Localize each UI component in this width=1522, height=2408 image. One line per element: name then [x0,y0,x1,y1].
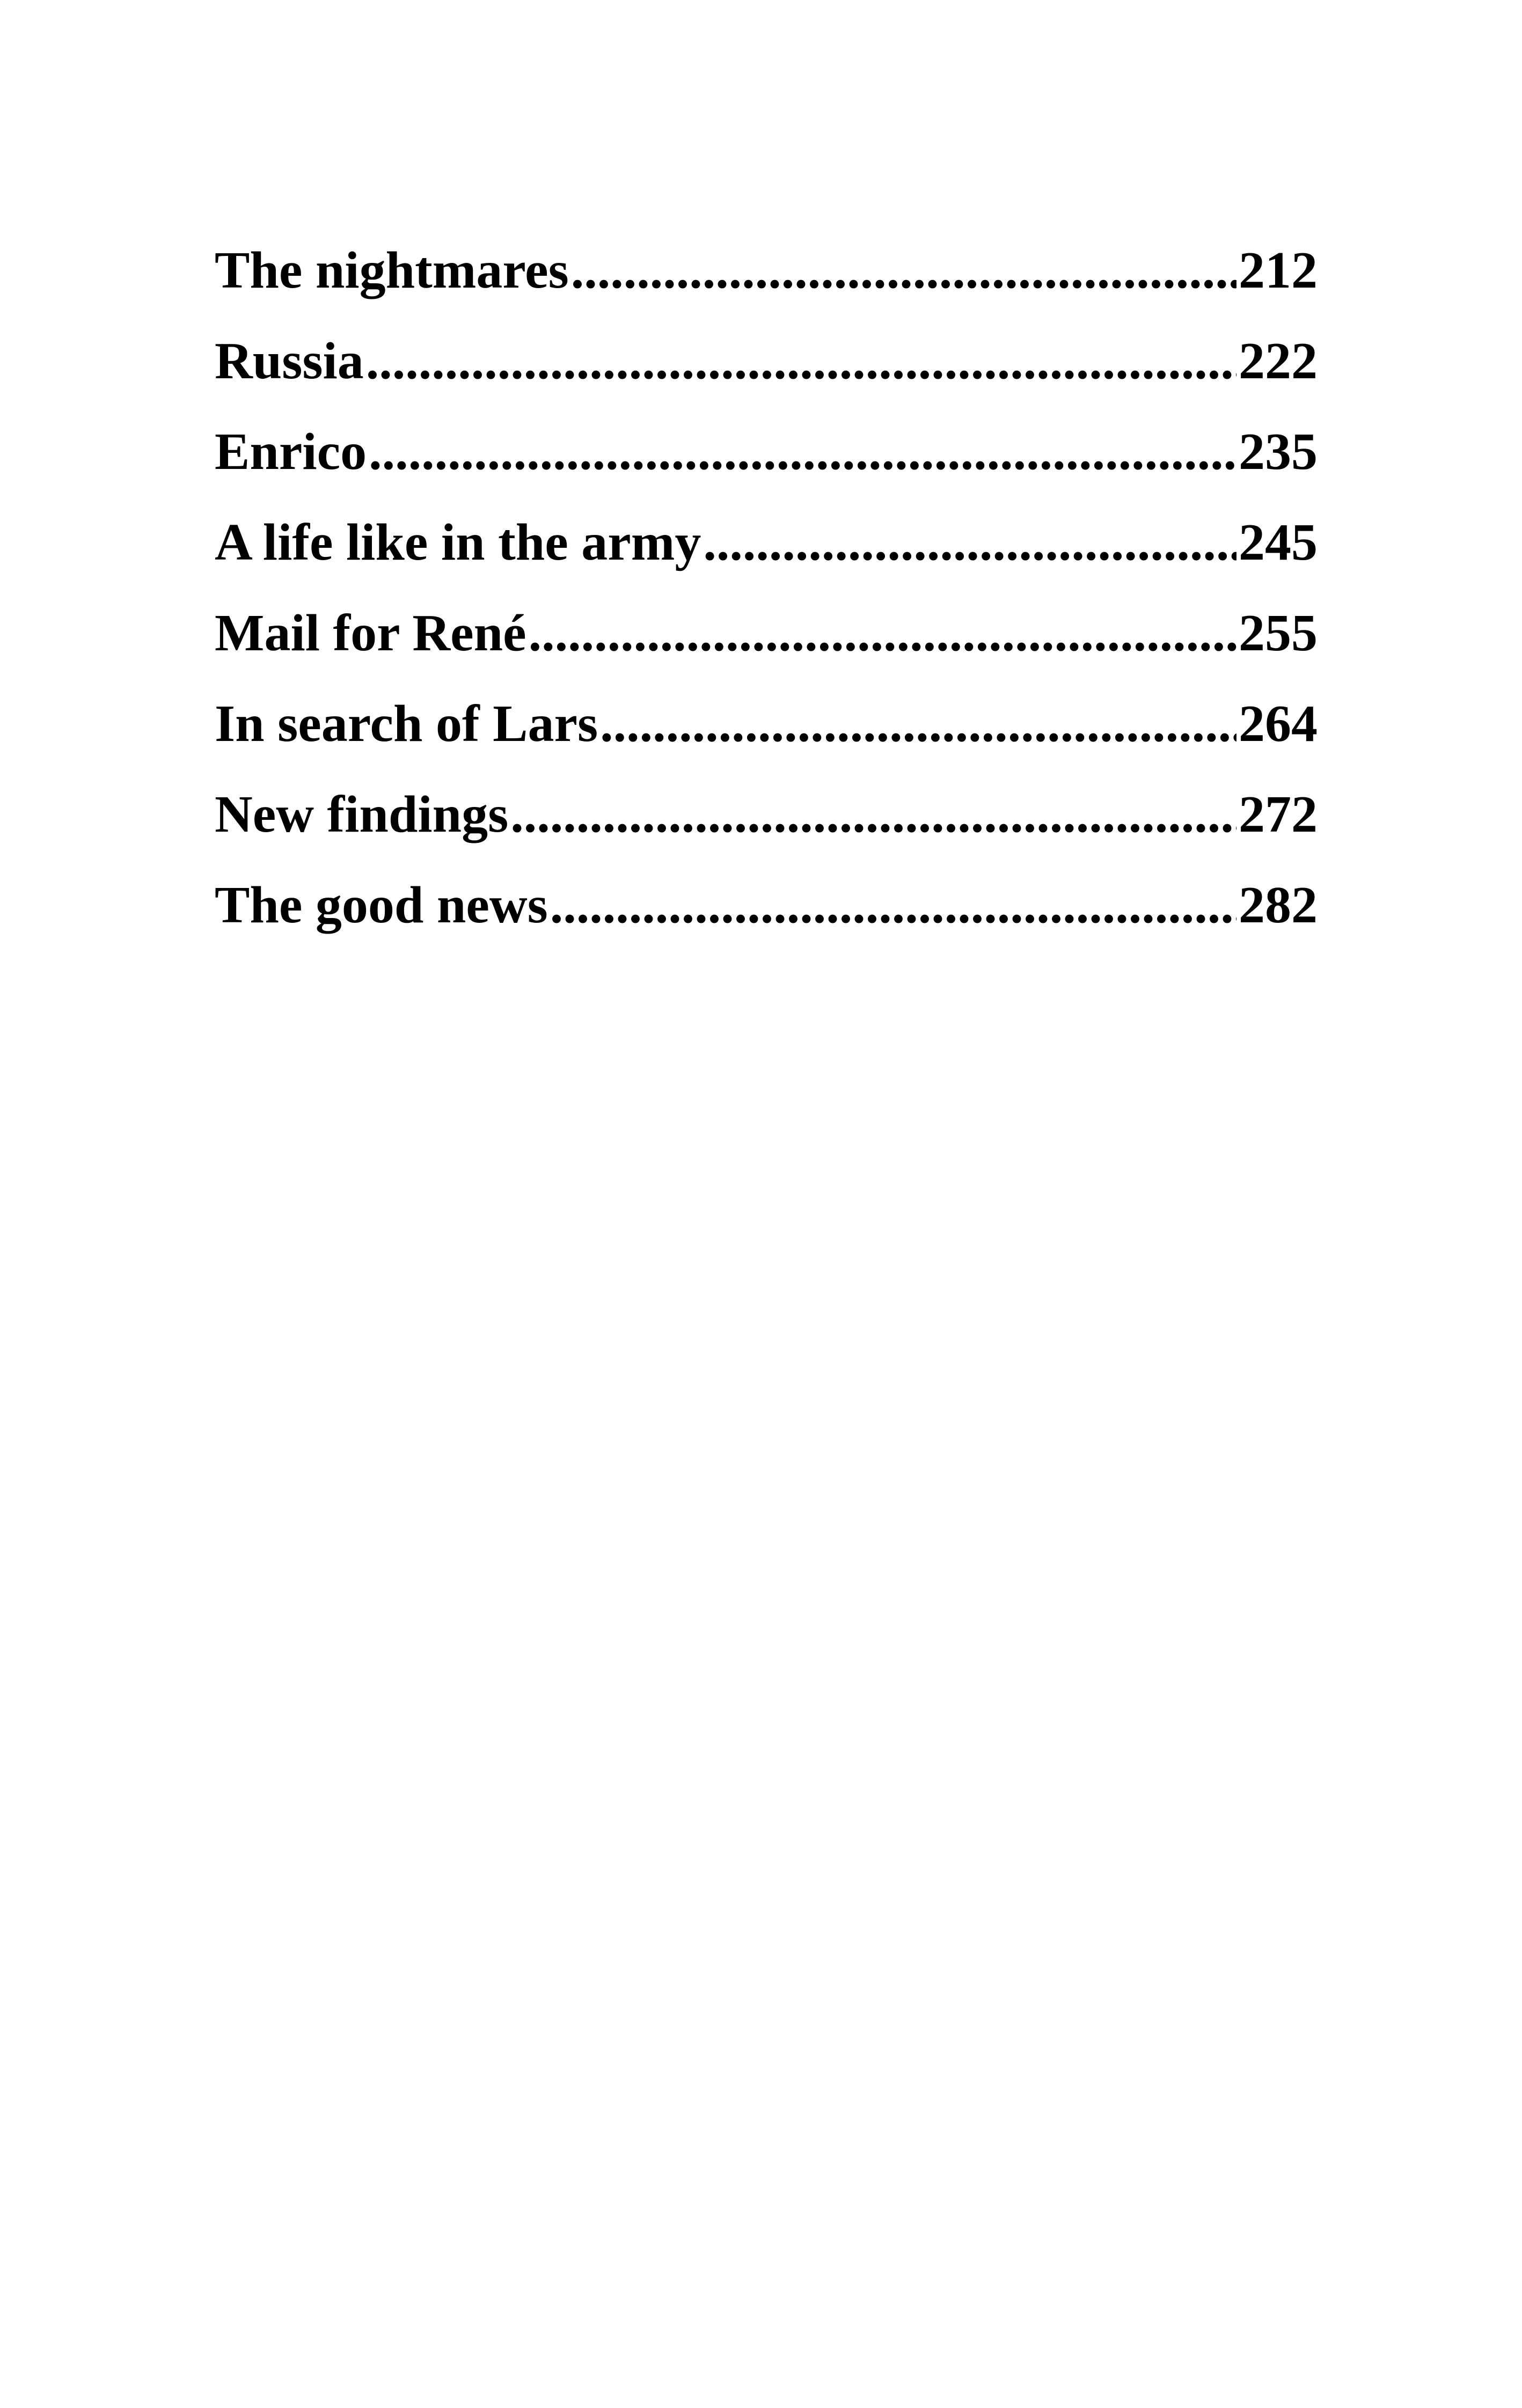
toc-leader-dots [369,407,1236,497]
toc-entry-page: 212 [1239,241,1318,299]
toc-entry-title: New findings [215,785,509,843]
toc-leader-dots [550,860,1236,951]
toc-entry [215,769,1318,860]
toc-leader-dots [510,769,1236,860]
toc-entry-title: Mail for René [215,604,526,662]
toc-entry [215,860,1318,951]
toc-leader-dots [366,316,1236,407]
toc-entry-title: Enrico [215,423,367,481]
toc-leader-dots [600,679,1236,769]
toc-entry-title: In search of Lars [215,695,598,753]
toc-entry [215,497,1318,588]
toc-entry-page: 255 [1239,604,1318,662]
toc-entry [215,316,1318,407]
toc-entry-title: A life like in the army [215,513,701,571]
toc-entry-page: 245 [1239,513,1318,571]
toc-entry-title: The nightmares [215,241,569,299]
toc-entry-page: 282 [1239,876,1318,934]
toc-entry-page: 272 [1239,785,1318,843]
toc-leader-dots [703,497,1236,588]
toc-entry [215,679,1318,769]
toc-entry-page: 222 [1239,332,1318,390]
toc-entry-page: 264 [1239,695,1318,753]
toc-entry [215,407,1318,497]
table-of-contents [215,225,1318,951]
toc-entry-page: 235 [1239,423,1318,481]
toc-entry [215,225,1318,316]
toc-leader-dots [571,225,1236,316]
toc-entry-title: The good news [215,876,548,934]
toc-leader-dots [529,588,1236,679]
toc-entry [215,588,1318,679]
toc-entry-title: Russia [215,332,364,390]
